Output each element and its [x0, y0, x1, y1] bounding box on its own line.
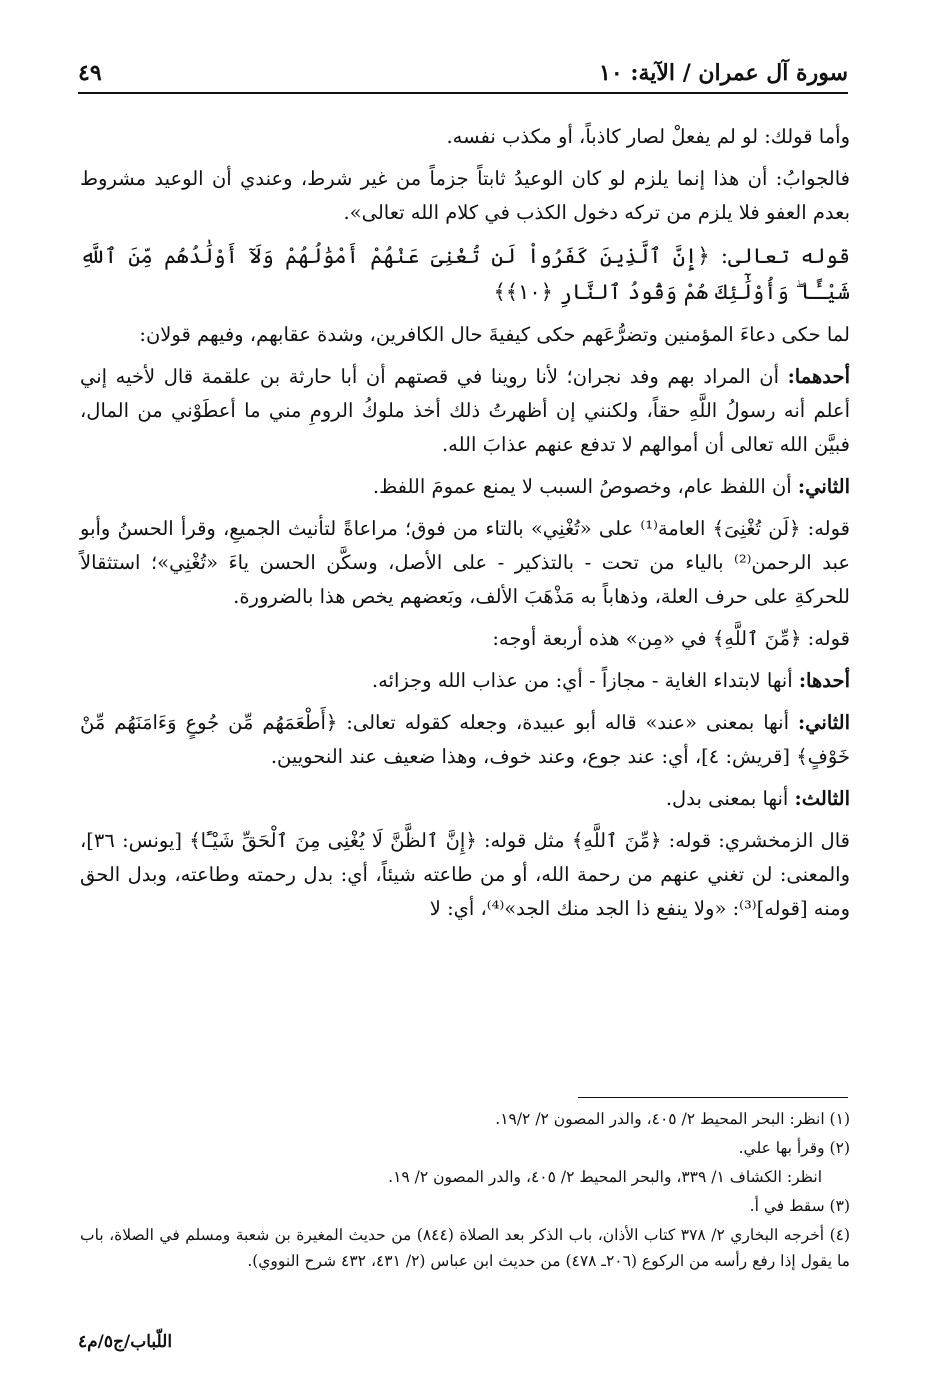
footnote: (٣) سقط في أ. — [749, 1197, 850, 1215]
paragraph-text: أن اللفظ عام، وخصوصُ السبب لا يمنع عمومَ اللفظ. — [372, 475, 792, 498]
paragraph: قوله: ﴿لَن تُغْنِىَ﴾ العامة⁽¹⁾ على «تُغْنِي» بالتاء من فوق؛ مراعاةً لتأنيث الجميعِ، وقرأ الحسنُ وأبو عبد الرحمن⁽²⁾ بالياء من تحت - بالتذكير - على الأصل، وسكَّن الحسن ياءَ «تُغْنِي»؛ استثقالاً للحركةِ على حرف العلة، وذهاباً به مَذْهَبَ الألف، وبَعضهم يخص هذا بالضرورة. — [80, 517, 850, 608]
quran-verse: قوله تعالى: ﴿إِنَّ ٱلَّذِينَ كَفَرُواْ لَن تُغْنِىَ عَنْهُمْ أَمْوَٰلُهُمْ وَلَآ أَوْلَٰدُهُم مِّنَ ٱللَّهِ شَيْـًٔا ۖ وَأُوْلَٰٓئِكَ هُمْ وَقُودُ ٱلنَّارِ ﴿١٠﴾﴾ — [80, 244, 850, 304]
paragraph-lead: أحدها: — [798, 669, 850, 692]
paragraph-lead: الثالث: — [794, 787, 850, 810]
paragraph — [80, 360, 850, 462]
paragraph — [80, 470, 850, 504]
footnote: انظر: الكشاف ١/ ٣٣٩، والبحر المحيط ٢/ ٤٠٥، والدر المصون ٢/ ١٩. — [388, 1168, 822, 1186]
paragraph: لما حكى دعاءَ المؤمنين وتضرُّعَهم حكى كيفيةَ حال الكافرين، وشدة عقابهم، وفيهم قولان: — [139, 323, 850, 346]
page-number: ٤٩ — [78, 60, 102, 86]
page-header — [78, 60, 848, 100]
header-rule — [78, 92, 848, 94]
paragraph — [80, 706, 850, 774]
footnotes — [80, 1106, 850, 1277]
paragraph: قال الزمخشري: قوله: ﴿مِّنَ ٱللَّهِ﴾ مثل قوله: ﴿إِنَّ ٱلظَّنَّ لَا يُغْنِى مِنَ ٱلْحَقِّ شَيْـًٔا﴾ [يونس: ٣٦]، والمعنى: لن تغني عنهم من رحمة الله، أو من طاعته شيئاً، أي: بدل رحمته وطاعته، وبدل الحق ومنه [قوله]⁽³⁾: «ولا ينفع ذا الجد منك الجد»⁽⁴⁾، أي: لا — [80, 829, 850, 920]
paragraph: قوله: ﴿مِّنَ ٱللَّهِ﴾ في «مِن» هذه أربعة أوجه: — [492, 627, 850, 650]
paragraph — [80, 782, 850, 816]
footnote: (٢) وقرأ بها علي. — [738, 1139, 850, 1157]
footnote: (٤) أخرجه البخاري ٢/ ٣٧٨ كتاب الأذان، باب الذكر بعد الصلاة (٨٤٤) من حديث المغيرة بن شعبة ومسلم في الصلاة، باب ما يقول إذا رفع رأسه من الركوع (٢٠٦ـ ٤٧٨) من حديث ابن عباس (٢/ ٤٣١، ٤٣٢ شرح النووي). — [80, 1226, 851, 1270]
footnote: (١) انظر: البحر المحيط ٢/ ٤٠٥، والدر المصون ٢/ ١٩/٢. — [495, 1110, 850, 1128]
paragraph-text: أنها بمعنى بدل. — [665, 787, 789, 810]
paragraph: فالجوابُ: أن هذا إنما يلزم لو كان الوعيدُ ثابتاً جزماً من غير شرط، وعندي أن الوعيد مشروط بعدم العفو فلا يلزم من تركه دخول الكذب في كلام الله تعالى». — [80, 167, 850, 224]
paragraph — [80, 664, 850, 698]
paragraph-lead: الثاني: — [797, 475, 850, 498]
paragraph-text: أنها بمعنى «عند» قاله أبو عبيدة، وجعله كقوله تعالى: ﴿أَطْعَمَهُم مِّن جُوعٍ وَءَامَنَهُم مِّنْ خَوْفٍ﴾ [قريش: ٤]، أي: عند جوع، وعند خوف، وهذا ضعيف عند النحويين. — [80, 711, 850, 768]
running-title: سورة آل عمران / الآية: ١٠ — [599, 60, 848, 86]
paragraph-lead: الثاني: — [797, 711, 851, 734]
paragraph-text: أن المراد بهم وفد نجران؛ لأنا روينا في قصتهم أن أبا حارثة بن علقمة قال لأخيه إني أعلم أنه رسولُ اللَّهِ حقاً، ولكنني إن أظهرتُ ذلك أخذ ملوكُ الرومِ مني ما أعطَوْني من المال، فبيَّن الله تعالى أن أموالهم لا تدفع عنهم عذابَ الله. — [80, 365, 850, 456]
paragraph-lead: أحدهما: — [787, 365, 850, 388]
paragraph: وأما قولك: لو لم يفعلْ لصار كاذباً، أو مكذب نفسه. — [446, 125, 850, 148]
paragraph-text: أنها لابتداء الغاية - مجازاً - أي: من عذاب الله وجزائه. — [371, 669, 793, 692]
main-text — [80, 120, 850, 934]
volume-signature: اللّباب/ج٥/م٤ — [78, 1332, 173, 1352]
footnote-divider — [578, 1097, 848, 1098]
